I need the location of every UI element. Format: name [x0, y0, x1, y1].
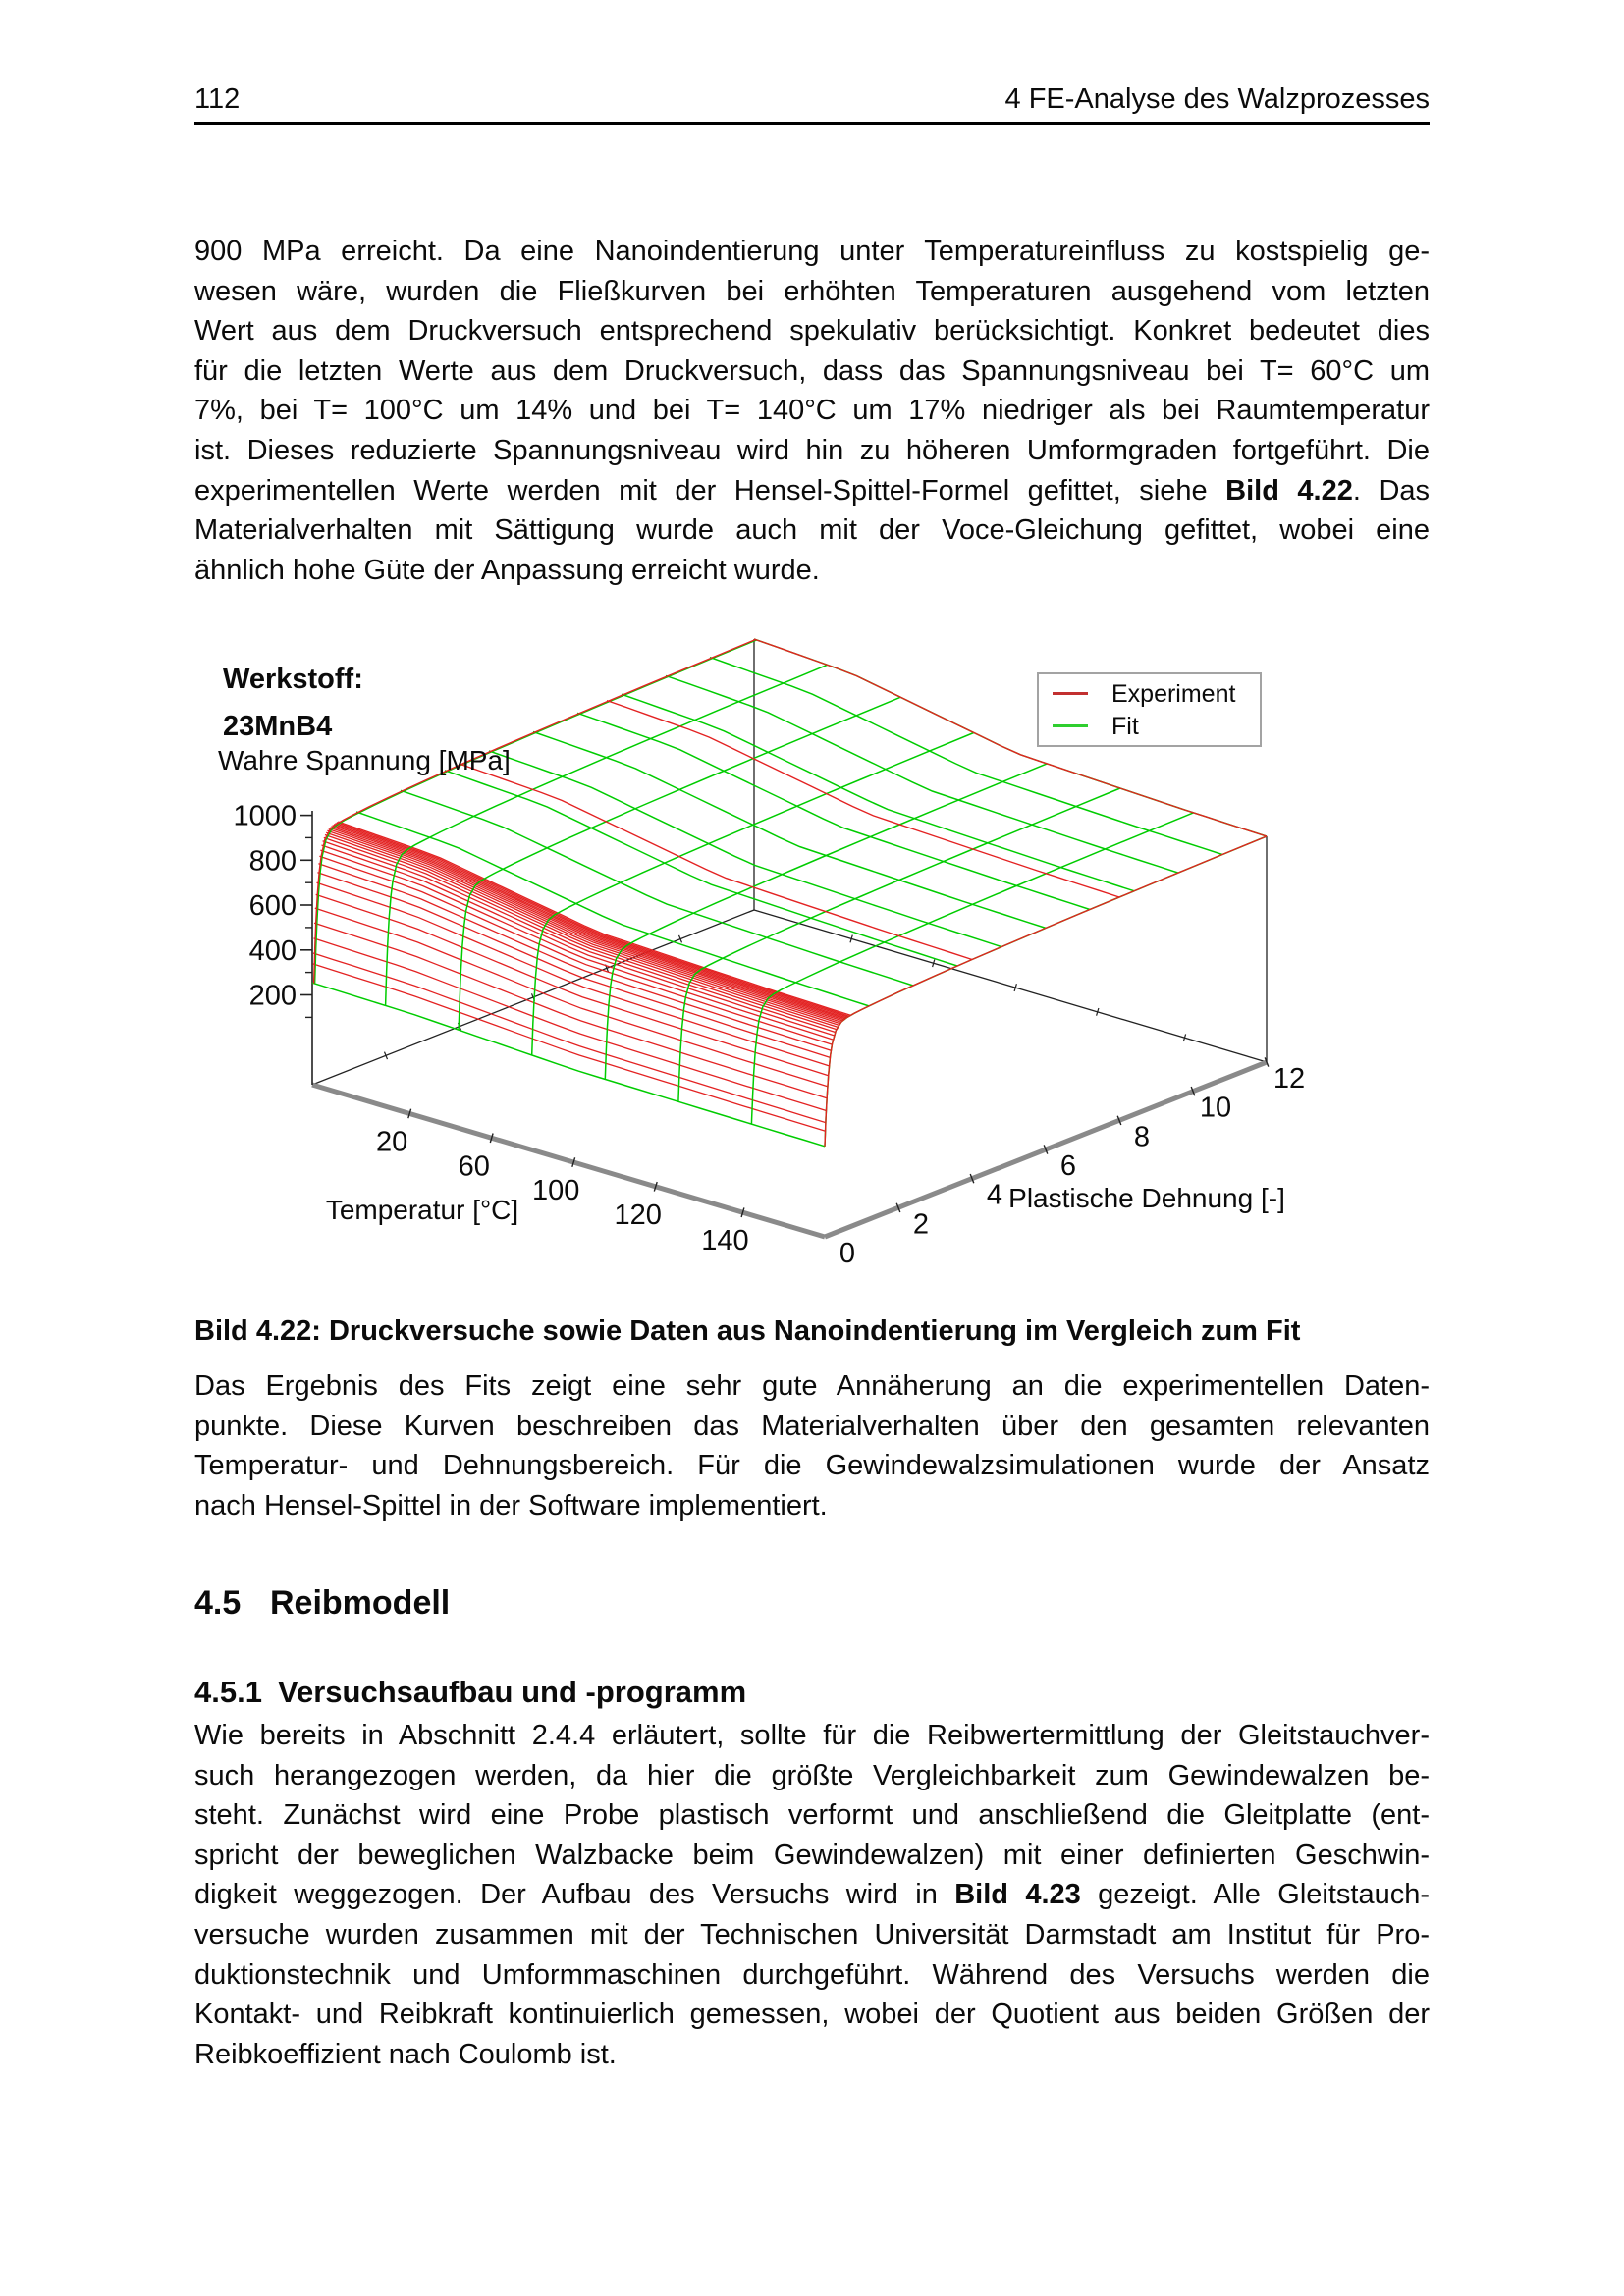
- figure-caption: [194, 1311, 1430, 1352]
- bold-text-segment: Bild 4.23: [954, 1879, 1081, 1911]
- plot-legend: [1037, 672, 1262, 747]
- text-segment: such herangezogen werden, da hier die größte Vergleichbarkeit zum Gewindewalzen be-: [194, 1759, 1430, 1791]
- text-segment: nach Hensel-Spittel in der Software implementiert.: [194, 1489, 828, 1522]
- plot-text: 12: [1272, 1063, 1306, 1095]
- paragraph-3: [194, 1716, 1430, 2074]
- text-line: [194, 1955, 1430, 1996]
- text-line: [194, 1915, 1430, 1955]
- text-line: [194, 1407, 1430, 1447]
- plot-material-label: [223, 656, 363, 750]
- legend-label-fit: Fit: [1111, 712, 1139, 740]
- bold-text-segment: Bild 4.22: [1225, 474, 1353, 507]
- plot-text: 400: [248, 934, 297, 967]
- subsection-title: Versuchsaufbau und -programm: [278, 1675, 747, 1709]
- text-segment: punkte. Diese Kurven beschreiben das Materialverhalten über den gesamten relevanten: [194, 1410, 1430, 1442]
- text-line: [194, 1795, 1430, 1836]
- subsection-number: 4.5.1: [194, 1675, 262, 1709]
- text-segment: gezeigt. Alle Gleitstauch-: [1080, 1879, 1430, 1911]
- subsection-heading: [194, 1673, 1430, 1712]
- plot-text: 4: [986, 1179, 1003, 1211]
- experiment-wireframe-band: [313, 822, 851, 1131]
- text-line: [194, 1875, 1430, 1915]
- text-segment: wesen wäre, wurden die Fließkurven bei erhöhten Temperaturen ausgehend vom letzten: [194, 275, 1430, 307]
- text-segment: Wie bereits in Abschnitt 2.4.4 erläutert, sollte für die Reibwertermittlung der Gleitstauchver-: [194, 1720, 1430, 1751]
- text-line: [194, 1486, 1430, 1526]
- text-segment: Temperatur- und Dehnungsbereich. Für die Gewindewalzsimulationen wurde der Ansatz: [194, 1450, 1430, 1482]
- legend-label-experiment: Experiment: [1111, 679, 1236, 708]
- text-segment: Materialverhalten mit Sättigung wurde auch mit der Voce-Gleichung gefittet, wobei eine: [194, 514, 1430, 547]
- plot-text: 6: [1059, 1150, 1077, 1182]
- text-segment: . Das: [1352, 474, 1431, 507]
- plot-text: 0: [839, 1238, 856, 1269]
- text-line: [194, 2035, 1430, 2075]
- plot-text: 100: [532, 1175, 580, 1207]
- text-segment: digkeit weggezogen. Der Aufbau des Versuchs wird in: [194, 1879, 955, 1911]
- fit-line-swatch: [1053, 724, 1088, 727]
- text-line: [194, 1366, 1430, 1407]
- text-line: [194, 1756, 1430, 1796]
- text-segment: 7%, bei T= 100°C um 14% und bei T= 140°C um 17% niedriger als bei Raumtemperatur: [194, 395, 1430, 427]
- experiment-line-swatch: [1053, 692, 1088, 695]
- plot-text: 1000: [233, 800, 297, 832]
- text-segment: spricht der beweglichen Walzbacke beim Gewindewalzen) mit einer definierten Geschwin-: [194, 1839, 1430, 1871]
- text-segment: steht. Zunächst wird eine Probe plastisch verformt und anschließend die Gleitplatte (ent-: [194, 1799, 1430, 1832]
- plot-text: 600: [248, 890, 297, 923]
- paragraph-2: [194, 1366, 1430, 1525]
- legend-item-fit: [1053, 714, 1260, 739]
- plot-text: 2: [912, 1208, 930, 1241]
- text-line: [194, 1995, 1430, 2035]
- plot-text: 10: [1199, 1092, 1232, 1124]
- plot-text: 800: [248, 845, 297, 878]
- plot-material-label-line2: 23MnB4: [223, 711, 333, 742]
- running-title: 4 FE-Analyse des Walzprozesses: [1004, 83, 1430, 115]
- plot-text: 8: [1133, 1121, 1151, 1153]
- text-segment: duktionstechnik und Umformmaschinen durchgeführt. Während des Versuchs werden die: [194, 1958, 1430, 1991]
- text-segment: ähnlich hohe Güte der Anpassung erreicht wurde.: [194, 554, 820, 586]
- axis-tick-labels: [376, 1063, 1305, 1269]
- z-axis: [233, 801, 312, 1085]
- text-segment: Kontakt- und Reibkraft kontinuierlich gemessen, wobei der Quotient aus beiden Größen der: [194, 1999, 1430, 2031]
- plot-text: Wahre Spannung [MPa]: [218, 745, 511, 775]
- legend-item-experiment: [1053, 681, 1260, 707]
- text-line: [194, 1716, 1430, 1756]
- text-segment: Das Ergebnis des Fits zeigt eine sehr gute Annäherung an die experimentellen Daten-: [194, 1370, 1430, 1402]
- text-line: [194, 1836, 1430, 1876]
- section-title: Reibmodell: [270, 1584, 451, 1622]
- plot-text: Temperatur [°C]: [325, 1195, 519, 1225]
- text-segment: 900 MPa erreicht. Da eine Nanoindentierung unter Temperatureinfluss zu kostspielig ge-: [194, 236, 1430, 267]
- plot-material-label-line1: Werkstoff:: [223, 664, 363, 695]
- plot-text: 60: [458, 1150, 490, 1183]
- text-segment: ist. Dieses reduzierte Spannungsniveau wird hin zu höheren Umformgraden fortgeführt. Die: [194, 434, 1430, 466]
- text-segment: Reibkoeffizient nach Coulomb ist.: [194, 2038, 617, 2070]
- plot-text: 140: [701, 1225, 749, 1257]
- plot-text: 200: [248, 980, 297, 1012]
- text-segment: experimentellen Werte werden mit der Hensel-Spittel-Formel gefittet, siehe: [194, 474, 1226, 507]
- page-number: 112: [194, 83, 241, 115]
- text-segment: für die letzten Werte aus dem Druckversuch, dass das Spannungsniveau bei T= 60°C um: [194, 354, 1430, 387]
- text-segment: Wert aus dem Druckversuch entsprechend spekulativ berücksichtigt. Konkret bedeutet dies: [194, 315, 1430, 347]
- text-line: [194, 1446, 1430, 1486]
- bold-text-segment: Bild 4.22: Druckversuche sowie Daten aus Nanoindentierung im Vergleich zum Fit: [194, 1315, 1301, 1347]
- plot-text: Plastische Dehnung [-]: [1008, 1183, 1285, 1213]
- text-line: [194, 1311, 1430, 1352]
- text-segment: versuche wurden zusammen mit der Technischen Universität Darmstadt am Institut für Pro-: [194, 1918, 1430, 1950]
- plot-text: 20: [376, 1126, 408, 1158]
- plot-text: 120: [614, 1199, 662, 1231]
- section-heading: [194, 1582, 1430, 1624]
- section-number: 4.5: [194, 1584, 242, 1622]
